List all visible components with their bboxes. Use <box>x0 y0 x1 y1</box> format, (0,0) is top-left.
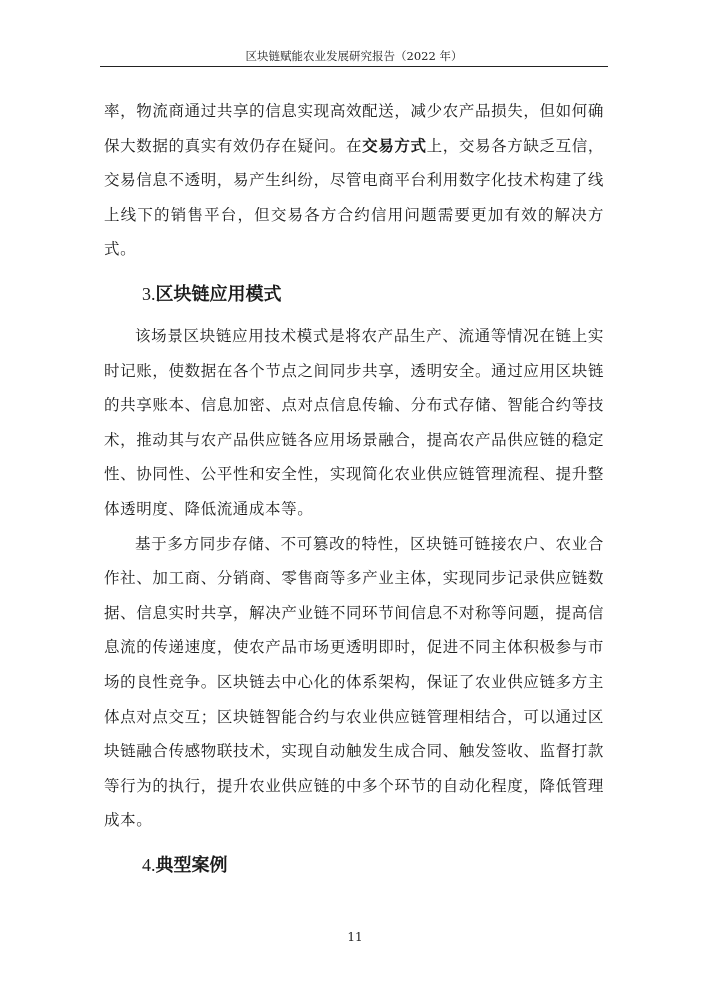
running-header: 区块链赋能农业发展研究报告（2022 年） <box>245 49 463 63</box>
header-divider <box>100 66 608 67</box>
page-body <box>104 94 604 890</box>
paragraph-text: 率，物流商通过共享的信息实现高效配送，减少农产品损失，但如何确保大数据的真实有效仍存在疑问。在 <box>104 102 604 155</box>
section-number: 4. <box>142 854 156 875</box>
section-title-text: 典型案例 <box>155 854 228 876</box>
section-number: 3. <box>142 283 156 304</box>
paragraph-text: 上，交易各方缺乏互信，交易信息不透明，易产生纠纷，尽管电商平台利用数字化技术构建了线上线下的销售平台，但交易各方合约信用问题需要更加有效的解决方式。 <box>104 136 605 259</box>
section-title-text: 区块链应用模式 <box>155 283 282 305</box>
paragraph-continued <box>104 94 604 267</box>
bold-term-trading-method: 交易方式 <box>362 136 427 155</box>
paragraph: 该场景区块链应用技术模式是将农产品生产、流通等情况在链上实时记账，使数据在各个节点之间同步共享，透明安全。通过应用区块链的共享账本、信息加密、点对点信息传输、分布式存储、智能合约等技术，推动其与农产品供应链各应用场景融合，提高农产品供应链的稳定性、协同性、公平性和安全性，实现简化农业供应链管理流程、提升整体透明度、降低流通成本等。 <box>104 326 604 518</box>
page-number: 11 <box>347 930 363 944</box>
paragraph: 基于多方同步存储、不可篡改的特性，区块链可链接农户、农业合作社、加工商、分销商、零售商等多产业主体，实现同步记录供应链数据、信息实时共享，解决产业链不同环节间信息不对称等问题，提高信息流的传递速度，使农产品市场更透明即时，促进不同主体积极参与市场的良性竞争。区块链去中心化的体系架构，保证了农业供应链多方主体点对点交互；区块链智能合约与农业供应链管理相结合，可以通过区块链融合传感物联技术，实现自动触发生成合同、触发签收、监督打款等行为的执行，提升农业供应链的中多个环节的自动化程度，降低管理成本。 <box>104 534 604 830</box>
section-heading-application-mode <box>142 276 604 313</box>
section-heading-typical-cases <box>142 847 604 884</box>
